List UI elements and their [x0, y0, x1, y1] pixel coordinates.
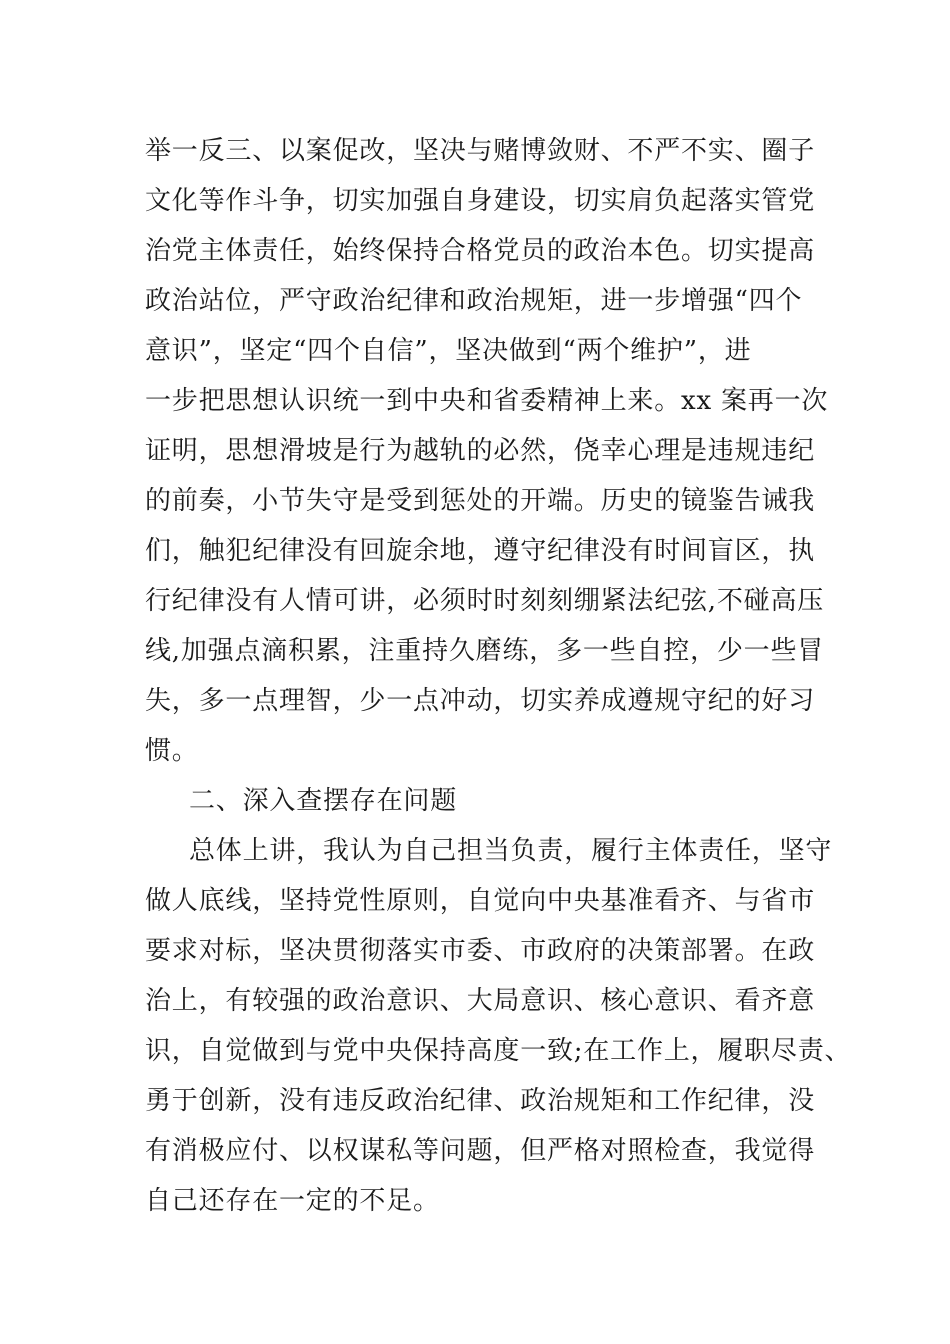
paragraph-line: 们，触犯纪律没有回旋余地，遵守纪律没有时间盲区，执	[145, 536, 816, 566]
paragraph-line: 一步把思想认识统一到中央和省委精神上来。xx 案再一次	[145, 386, 829, 416]
paragraph-line: 做人底线，坚持党性原则，自觉向中央基准看齐、与省市	[145, 886, 816, 916]
document-body	[145, 126, 852, 1226]
paragraph-line: 勇于创新，没有违反政治纪律、政治规矩和工作纪律，没	[145, 1086, 816, 1116]
paragraph-line: 政治站位，严守政治纪律和政治规矩，进一步增强“四个	[145, 286, 803, 316]
paragraph-line: 惯。	[145, 736, 199, 766]
paragraph-line: 自己还存在一定的不足。	[145, 1186, 440, 1216]
paragraph-line: 有消极应付、以权谋私等问题，但严格对照检查，我觉得	[145, 1136, 816, 1166]
paragraph-line: 失，多一点理智，少一点冲动，切实养成遵规守纪的好习	[145, 686, 816, 716]
section-heading: 二、深入查摆存在问题	[189, 786, 458, 816]
paragraph-line: 行纪律没有人情可讲，必须时时刻刻绷紧法纪弦,不碰高压	[145, 586, 825, 616]
paragraph-line: 治党主体责任，始终保持合格党员的政治本色。切实提高	[145, 236, 816, 266]
paragraph-line: 识，自觉做到与党中央保持高度一致;在工作上，履职尽责、	[145, 1036, 852, 1066]
paragraph-line: 线,加强点滴积累，注重持久磨练，多一些自控，少一些冒	[145, 636, 825, 666]
paragraph-line: 要求对标，坚决贯彻落实市委、市政府的决策部署。在政	[145, 936, 816, 966]
paragraph-line: 总体上讲，我认为自己担当负责，履行主体责任，坚守	[189, 836, 833, 866]
paragraph-line: 证明，思想滑坡是行为越轨的必然，侥幸心理是违规违纪	[145, 436, 816, 466]
paragraph-line: 举一反三、以案促改，坚决与赌博敛财、不严不实、圈子	[145, 136, 816, 166]
paragraph-line: 意识”，坚定“四个自信”，坚决做到“两个维护”，进	[145, 336, 752, 366]
paragraph-line: 文化等作斗争，切实加强自身建设，切实肩负起落实管党	[145, 186, 816, 216]
paragraph-line: 治上，有较强的政治意识、大局意识、核心意识、看齐意	[145, 986, 816, 1016]
paragraph-line: 的前奏，小节失守是受到惩处的开端。历史的镜鉴告诫我	[145, 486, 816, 516]
